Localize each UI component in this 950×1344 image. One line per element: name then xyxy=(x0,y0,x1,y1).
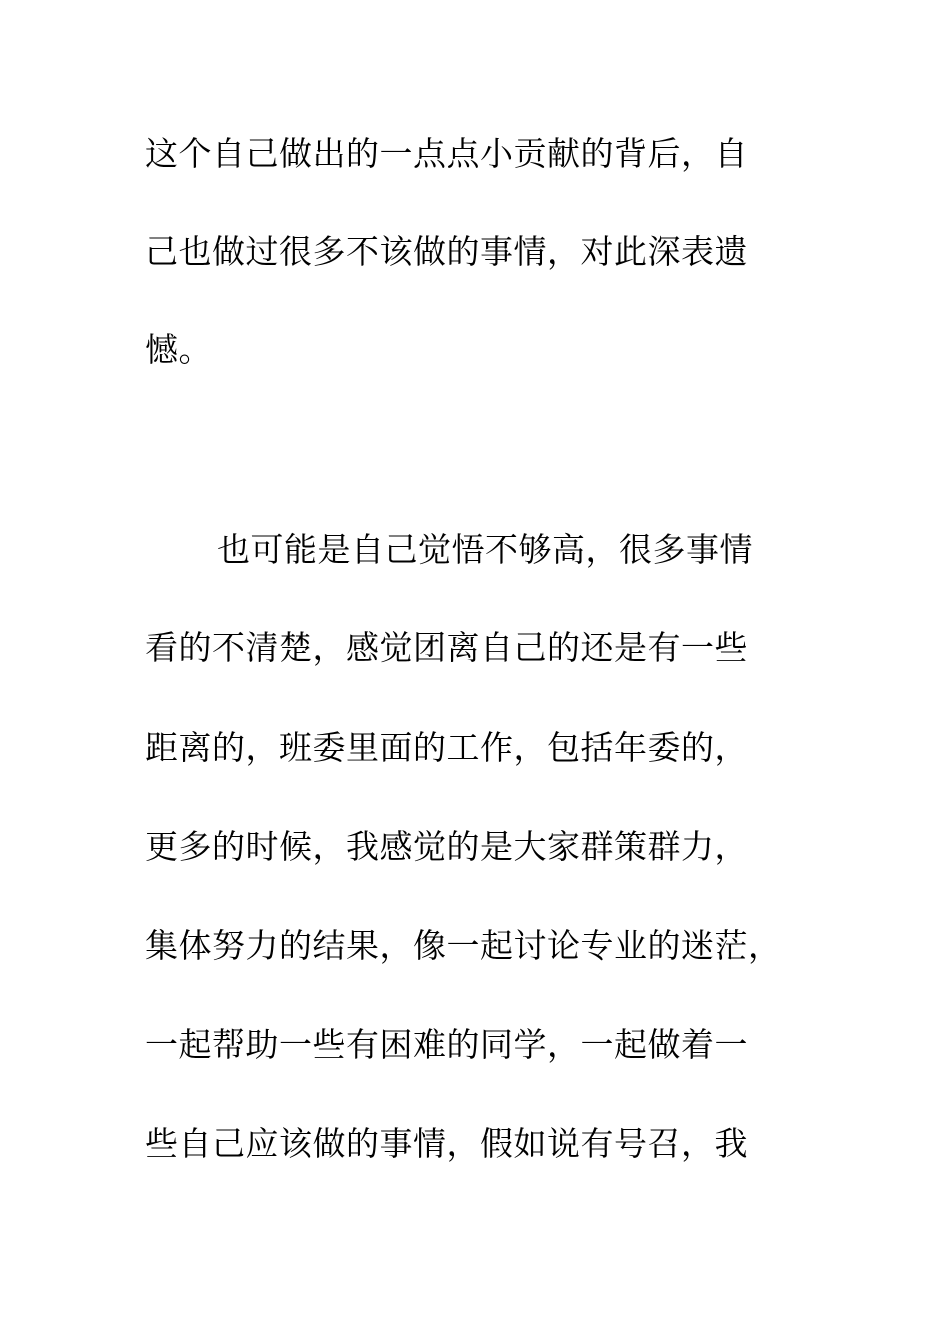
paragraph-line: 些自己应该做的事情，假如说有号召，我 xyxy=(145,1124,748,1163)
paragraph-line: 己也做过很多不该做的事情，对此深表遗 xyxy=(145,232,748,271)
paragraph-line: 憾。 xyxy=(145,330,212,369)
paragraph-line: 更多的时候，我感觉的是大家群策群力， xyxy=(145,827,748,866)
paragraph-line: 一起帮助一些有困难的同学，一起做着一 xyxy=(145,1025,748,1064)
paragraph-line: 也可能是自己觉悟不够高，很多事情 xyxy=(217,530,753,569)
paragraph-line: 距离的，班委里面的工作，包括年委的， xyxy=(145,728,748,767)
paragraph-line: 集体努力的结果，像一起讨论专业的迷茫， xyxy=(145,926,782,965)
paragraph-line: 这个自己做出的一点点小贡献的背后，自 xyxy=(145,134,748,173)
paragraph-line: 看的不清楚，感觉团离自己的还是有一些 xyxy=(145,628,748,667)
